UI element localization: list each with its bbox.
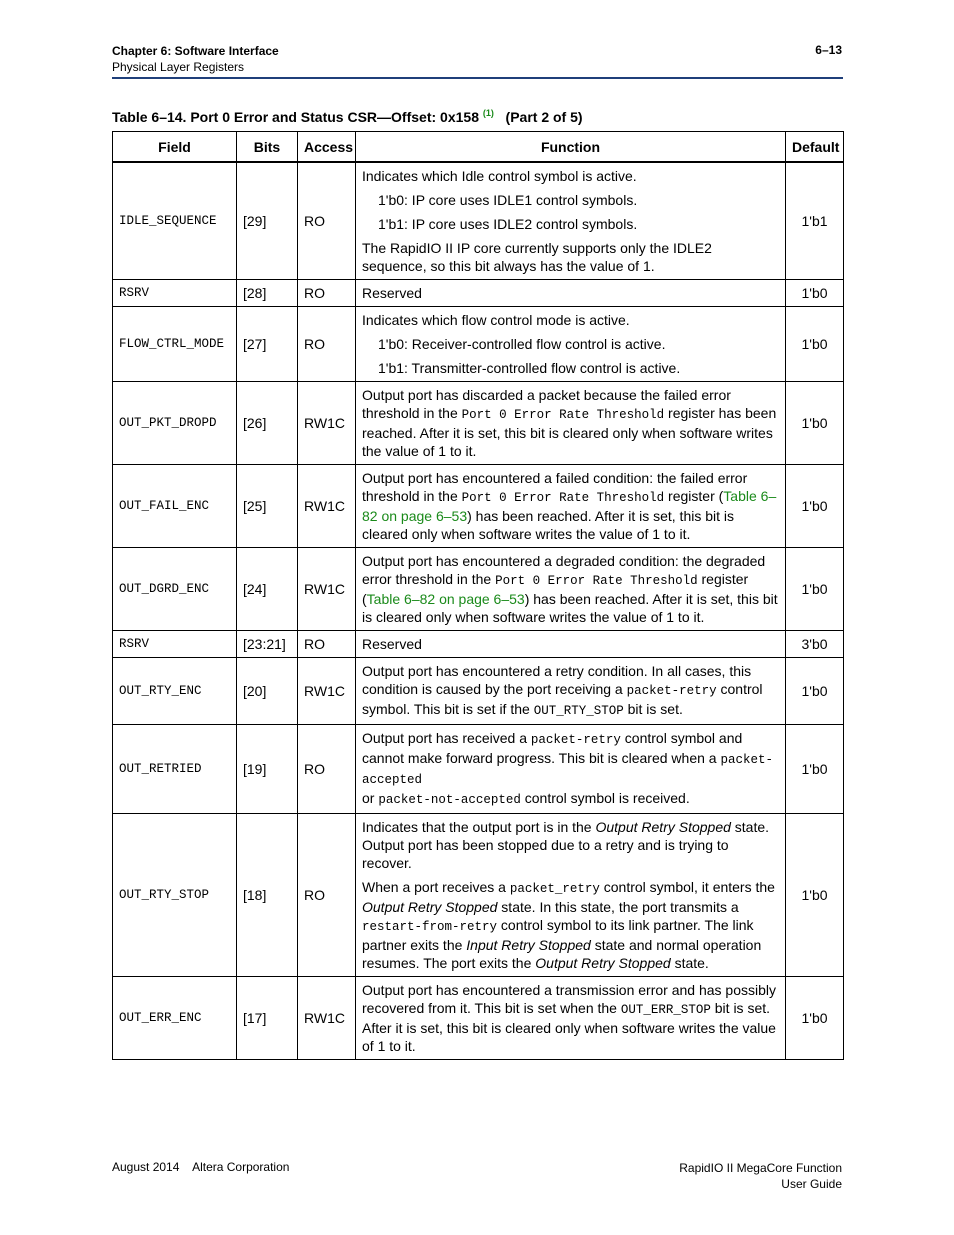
default-cell: 1'b0: [786, 658, 844, 725]
function-text: register (: [664, 488, 724, 504]
function-text: bit is set.: [623, 701, 683, 717]
function-cell: [356, 307, 786, 382]
function-cell: Reserved: [356, 631, 786, 658]
access-cell: RO: [298, 814, 356, 977]
function-text: ) has been reached. After it is set, this bit is cleared only when software writes the value of 1 to it.: [362, 508, 735, 542]
function-text: state and normal operation resumes. The port exits the: [362, 937, 762, 971]
function-cell: [356, 977, 786, 1060]
bits-cell: [28]: [237, 280, 298, 307]
function-text: control symbol and cannot make forward progress. This bit is cleared when a: [362, 730, 743, 766]
function-text: or: [362, 790, 379, 806]
table-row: [113, 382, 844, 465]
access-cell: RO: [298, 307, 356, 382]
function-cell: [356, 548, 786, 631]
access-cell: RW1C: [298, 382, 356, 465]
function-cell: [356, 382, 786, 465]
function-option: 1'b0: Receiver-controlled flow control is active.: [378, 336, 666, 352]
function-cell: Reserved: [356, 280, 786, 307]
table-caption: [112, 108, 583, 125]
function-option: 1'b1: IP core uses IDLE2 control symbols.: [378, 216, 638, 232]
function-cell: [356, 725, 786, 814]
function-text: state. In this state, the port transmits a: [497, 899, 739, 915]
function-text: register has been reached. After it is set, this bit is cleared only when software writes the value of 1 to it.: [362, 405, 777, 459]
function-paragraph: [362, 818, 779, 872]
function-text: register (: [362, 571, 749, 607]
bits-cell: [23:21]: [237, 631, 298, 658]
field-cell: OUT_PKT_DROPD: [113, 382, 237, 465]
table-row: [113, 307, 844, 382]
table-row: [113, 658, 844, 725]
function-text: ) has been reached. After it is set, this bit is cleared only when software writes the value of 1 to it.: [362, 591, 778, 625]
field-cell: RSRV: [113, 280, 237, 307]
caption-footnote-link[interactable]: (1): [482, 108, 494, 118]
header-left: [112, 43, 279, 75]
table-row: [113, 548, 844, 631]
function-text: state. Output port has been stopped due to a retry and is trying to recover.: [362, 819, 770, 871]
caption-title: Table 6–14. Port 0 Error and Status CSR—Offset: 0x158: [112, 109, 479, 125]
register-name-code: Port 0 Error Rate Threshold: [461, 491, 665, 505]
field-cell: OUT_FAIL_ENC: [113, 465, 237, 548]
col-header-access: Access: [298, 132, 356, 163]
field-cell: OUT_DGRD_ENC: [113, 548, 237, 631]
footer-right: [679, 1160, 842, 1192]
col-header-bits: Bits: [237, 132, 298, 163]
table-row: [113, 465, 844, 548]
table-row: [113, 631, 844, 658]
function-note: The RapidIO II IP core currently supports only the IDLE2 sequence, so this bit always has the value of 1.: [362, 240, 712, 274]
field-cell: OUT_RETRIED: [113, 725, 237, 814]
default-cell: 3'b0: [786, 631, 844, 658]
function-cell: [356, 814, 786, 977]
table-row: [113, 977, 844, 1060]
bits-cell: [25]: [237, 465, 298, 548]
bits-cell: [18]: [237, 814, 298, 977]
col-header-function: Function: [356, 132, 786, 163]
access-cell: RO: [298, 725, 356, 814]
bits-cell: [17]: [237, 977, 298, 1060]
default-cell: 1'b0: [786, 977, 844, 1060]
symbol-name-code: packet-retry: [530, 733, 621, 747]
bits-cell: [26]: [237, 382, 298, 465]
symbol-name-code: packet-not-accepted: [378, 793, 521, 807]
function-text: When a port receives a: [362, 879, 510, 895]
function-text: Indicates that the output port is in the: [362, 819, 596, 835]
cross-reference-link[interactable]: Table 6–82 on page 6–53: [362, 488, 777, 524]
bits-cell: [20]: [237, 658, 298, 725]
caption-part: (Part 2 of 5): [505, 109, 583, 125]
register-name-code: Port 0 Error Rate Threshold: [495, 574, 698, 588]
table-row: [113, 814, 844, 977]
symbol-name-code: packet-retry: [626, 684, 717, 698]
default-cell: 1'b0: [786, 465, 844, 548]
field-cell: IDLE_SEQUENCE: [113, 162, 237, 280]
access-cell: RW1C: [298, 465, 356, 548]
function-text: control symbol is received.: [520, 790, 690, 806]
access-cell: RO: [298, 631, 356, 658]
access-cell: RO: [298, 162, 356, 280]
access-cell: RW1C: [298, 548, 356, 631]
footer-product: RapidIO II MegaCore Function: [679, 1161, 842, 1175]
function-text: Output port has encountered a retry condition. In all cases, this condition is caused by the port receiving a: [362, 663, 752, 697]
footer-date-company: August 2014 Altera Corporation: [112, 1160, 290, 1174]
bits-cell: [27]: [237, 307, 298, 382]
field-cell: OUT_RTY_ENC: [113, 658, 237, 725]
function-text: Output port has encountered a degraded condition: the degraded error threshold in the: [362, 553, 766, 587]
default-cell: 1'b0: [786, 548, 844, 631]
col-header-field: Field: [113, 132, 237, 163]
field-cell: RSRV: [113, 631, 237, 658]
table-row: [113, 162, 844, 280]
default-cell: 1'b0: [786, 307, 844, 382]
table-header-row: [113, 132, 844, 163]
state-name: Output Retry Stopped: [362, 899, 498, 915]
function-text: Indicates which Idle control symbol is active.: [362, 168, 637, 184]
symbol-name-code: packet_retry: [509, 882, 600, 896]
symbol-name-code: restart-from-retry: [362, 920, 498, 934]
function-cell: [356, 658, 786, 725]
default-cell: 1'b1: [786, 162, 844, 280]
state-name: Input Retry Stopped: [466, 937, 591, 953]
col-header-default: Default: [786, 132, 844, 163]
bits-cell: [29]: [237, 162, 298, 280]
register-name-code: Port 0 Error Rate Threshold: [461, 408, 665, 422]
function-text: Indicates which flow control mode is active.: [362, 312, 630, 328]
footer-doc-type: User Guide: [781, 1177, 842, 1191]
state-name: Output Retry Stopped: [535, 955, 671, 971]
section-title: Physical Layer Registers: [112, 60, 245, 74]
function-option: 1'b1: Transmitter-controlled flow control is active.: [378, 360, 681, 376]
function-text: Output port has encountered a failed condition: the failed error threshold in the: [362, 470, 748, 504]
field-cell: FLOW_CTRL_MODE: [113, 307, 237, 382]
function-text: Output port has encountered a transmission error and has possibly recovered from it. This bit is set when the: [362, 982, 777, 1016]
header-rule: [112, 77, 843, 79]
access-cell: RW1C: [298, 977, 356, 1060]
function-text: control symbol. This bit is set if the: [362, 681, 763, 717]
default-cell: 1'b0: [786, 280, 844, 307]
function-cell: [356, 465, 786, 548]
bits-cell: [19]: [237, 725, 298, 814]
access-cell: RO: [298, 280, 356, 307]
table-row: [113, 280, 844, 307]
field-cell: OUT_RTY_STOP: [113, 814, 237, 977]
page-number: 6–13: [815, 43, 842, 57]
cross-reference-link[interactable]: Table 6–82 on page 6–53: [366, 591, 525, 607]
function-option: 1'b0: IP core uses IDLE1 control symbols.: [378, 192, 638, 208]
symbol-name-code: packet-accepted: [362, 753, 773, 787]
function-text: state.: [670, 955, 709, 971]
access-cell: RW1C: [298, 658, 356, 725]
register-table: [112, 131, 844, 1060]
bit-name-code: OUT_ERR_STOP: [620, 1003, 711, 1017]
function-text: control symbol to its link partner. The link partner exits the: [362, 917, 754, 953]
function-text: Output port has discarded a packet because the failed error threshold in the: [362, 387, 731, 421]
function-text: control symbol, it enters the: [599, 879, 775, 895]
function-text: bit is set. After it is set, this bit is cleared only when software writes the value of 1 to it.: [362, 1000, 776, 1054]
default-cell: 1'b0: [786, 382, 844, 465]
chapter-title: Chapter 6: Software Interface: [112, 44, 279, 58]
bit-name-code: OUT_RTY_STOP: [533, 704, 624, 718]
table-row: [113, 725, 844, 814]
field-cell: OUT_ERR_ENC: [113, 977, 237, 1060]
state-name: Output Retry Stopped: [595, 819, 731, 835]
default-cell: 1'b0: [786, 814, 844, 977]
function-cell: [356, 162, 786, 280]
function-paragraph: [362, 878, 779, 972]
default-cell: 1'b0: [786, 725, 844, 814]
function-text: Output port has received a: [362, 730, 531, 746]
bits-cell: [24]: [237, 548, 298, 631]
